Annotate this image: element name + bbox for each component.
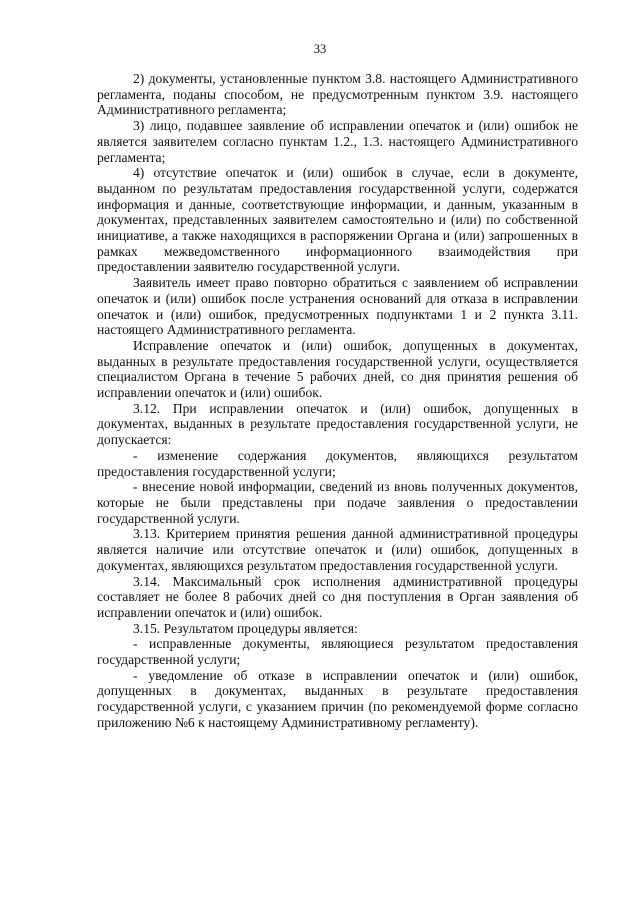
paragraph-3-13: 3.13. Критерием принятия решения данной административной процедуры является наличие или отсутствие опечаток и (или) ошибок, допущенных в документах, являющихся результатом предоставления государственной услуги.: [97, 526, 578, 573]
paragraph-reason-3: 3) лицо, подавшее заявление об исправлении опечаток и (или) ошибок не является заявителем согласно пунктам 1.2., 1.3. настоящего Административного регламента;: [97, 118, 578, 165]
paragraph-repeat-request: Заявитель имеет право повторно обратиться с заявлением об исправлении опечаток и (или) ошибок после устранения оснований для отказа в исправлении опечаток и (или) ошибок, предусмотренных подпунктами 1 и 2 пункта 3.11. настоящего Административного регламента.: [97, 275, 578, 338]
list-item-new-information: - внесение новой информации, сведений из вновь полученных документов, которые не были представлены при подаче заявления о предоставлении государственной услуги.: [97, 479, 578, 526]
paragraph-3-15: 3.15. Результатом процедуры является:: [133, 620, 358, 636]
list-item-content-change: - изменение содержания документов, являющихся результатом предоставления государственной услуги;: [97, 447, 578, 479]
paragraph-3-14: 3.14. Максимальный срок исполнения административной процедуры составляет не более 8 рабочих дней со дня поступления в Орган заявления об исправлении опечаток и (или) ошибок.: [97, 573, 578, 620]
list-item-corrected-documents: - исправленные документы, являющиеся результатом предоставления государственной услуги;: [97, 636, 578, 668]
document-body: [97, 71, 578, 731]
paragraph-reason-2: 2) документы, установленные пунктом 3.8. настоящего Административного регламента, поданы способом, не предусмотренным пунктом 3.9. настоящего Административного регламента;: [97, 71, 578, 118]
paragraph-reason-4: 4) отсутствие опечаток и (или) ошибок в случае, если в документе, выданном по результатам предоставления государственной услуги, содержатся информация и данные, соответствующие информации, и данным, указанным в документах, представленных заявителем самостоятельно и (или) по собственной инициативе, а также находящихся в распоряжении Органа и (или) запрошенных в рамках межведомственного информационного взаимодействия при предоставлении заявителю государственной услуги.: [97, 165, 578, 275]
page-number: 33: [313, 42, 327, 56]
paragraph-3-12: 3.12. При исправлении опечаток и (или) ошибок, допущенных в документах, выданных в результате предоставления государственной услуги, не допускается:: [97, 400, 578, 448]
paragraph-correction-term: Исправление опечаток и (или) ошибок, допущенных в документах, выданных в результате предоставления государственной услуги, осуществляется специалистом Органа в течение 5 рабочих дней, со дня принятия решения об исправлении опечаток и (или) ошибок.: [97, 337, 578, 401]
list-item-refusal-notice: - уведомление об отказе в исправлении опечаток и (или) ошибок, допущенных в документах, выданных в результате предоставления государственной услуги, с указанием причин (по рекомендуемой форме согласно приложению №6 к настоящему Административному регламенту).: [97, 667, 578, 730]
